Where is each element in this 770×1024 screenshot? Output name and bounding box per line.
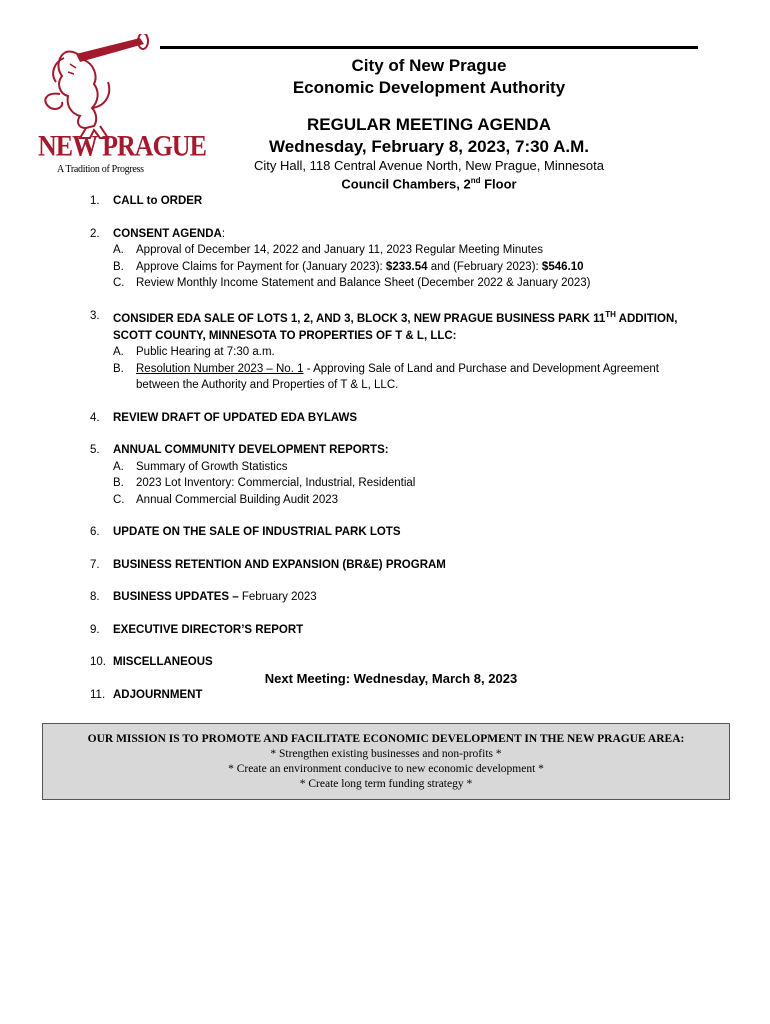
meeting-location: City Hall, 118 Central Avenue North, New Prague, Minnesota (254, 158, 604, 173)
mission-line: * Create long term funding strategy * (299, 778, 473, 790)
agenda-subitem: A. Approval of December 14, 2022 and January 11, 2023 Regular Meeting Minutes (113, 244, 544, 256)
agenda-list (90, 193, 730, 719)
agenda-item-8: 8. BUSINESS UPDATES – February 2023 (90, 591, 317, 604)
meeting-title: REGULAR MEETING AGENDA (307, 115, 551, 134)
agenda-item-11: 11. ADJOURNMENT (90, 688, 203, 701)
agenda-item-7: 7. BUSINESS RETENTION AND EXPANSION (BR&E) PROGRAM (90, 558, 446, 571)
logo-tagline: A Tradition of Progress (57, 164, 144, 175)
agenda-subitem: C. Review Monthly Income Statement and Balance Sheet (December 2022 & January 2023) (113, 277, 591, 289)
agenda-item-4: 4. REVIEW DRAFT OF UPDATED EDA BYLAWS (90, 411, 358, 424)
agenda-item-6: 6. UPDATE ON THE SALE OF INDUSTRIAL PARK LOTS (90, 526, 401, 539)
meeting-room: Council Chambers, 2nd Floor (341, 176, 517, 192)
agenda-subitem: C. Annual Commercial Building Audit 2023 (113, 493, 339, 506)
mission-heading: OUR MISSION IS TO PROMOTE AND FACILITATE ECONOMIC DEVELOPMENT IN THE NEW PRAGUE AREA: (87, 733, 685, 745)
agenda-subitem: B. Approve Claims for Payment for (January 2023): $233.54 and (February 2023): $546.10 (113, 260, 584, 273)
agenda-item-9: 9. EXECUTIVE DIRECTOR’S REPORT (90, 623, 304, 636)
mission-box (42, 723, 730, 800)
resolution-link[interactable]: Resolution Number 2023 – No. 1 (136, 362, 304, 375)
agenda-item-2: 2. CONSENT AGENDA: A. Approval of December 14, 2022 and January 11, 2023 Regular Meeting Minutes B. Approve Claims for Payment for (January 2023): $233.54 and (February 2023): $546.10 C. Review Monthly Income Statement and Balance Sheet (December 2022 & January 2023) (90, 226, 730, 292)
mission-line: * Create an environment conducive to new economic development * (228, 763, 544, 775)
agenda-item-1: 1. CALL to ORDER (90, 195, 203, 207)
agenda-subitem: B. Resolution Number 2023 – No. 1 - Approving Sale of Land and Purchase and Development Agreement between the Authority and Properties of T & L, LLC. (113, 362, 659, 392)
logo-wordmark: NEW PRAGUE (38, 129, 206, 163)
city-name: City of New Prague (351, 56, 507, 75)
agenda-subitem: A. Summary of Growth Statistics (113, 460, 288, 473)
next-meeting: Next Meeting: Wednesday, March 8, 2023 (264, 671, 518, 686)
agenda-subitem: A. Public Hearing at 7:30 a.m. (113, 346, 275, 359)
agenda-item-3: 3. CONSIDER EDA SALE OF LOTS 1, 2, AND 3, BLOCK 3, NEW PRAGUE BUSINESS PARK 11TH ADDITION, SCOTT COUNTY, MINNESOTA TO PROPERTIES OF T & L, LLC: A. Public Hearing at 7:30 a.m. B. Resolution Number 2023 – No. 1 - Approving Sale of Land and Purchase and Development Agreement between the Authority and Properties of T & L, LLC. (90, 308, 730, 394)
meeting-datetime: Wednesday, February 8, 2023, 7:30 A.M. (269, 137, 589, 156)
agenda-item-10: 10. MISCELLANEOUS (90, 656, 213, 669)
header-rule (160, 46, 698, 49)
agenda-item-5: 5. ANNUAL COMMUNITY DEVELOPMENT REPORTS: A. Summary of Growth Statistics B. 2023 Lot Inventory: Commercial, Industrial, Residential C. Annual Commercial Building Audit 2023 (90, 442, 730, 508)
agenda-subitem: B. 2023 Lot Inventory: Commercial, Industrial, Residential (113, 477, 416, 490)
mission-line: * Strengthen existing businesses and non-profits * (270, 748, 502, 760)
authority-name: Economic Development Authority (292, 78, 566, 97)
